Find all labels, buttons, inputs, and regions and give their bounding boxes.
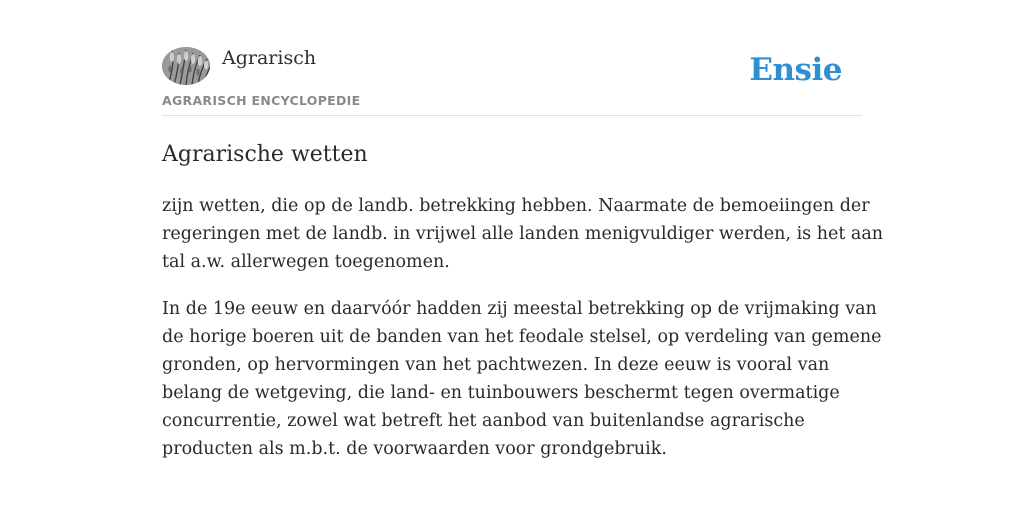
- wheat-ears-icon[interactable]: [162, 47, 210, 85]
- source-subtitle: AGRARISCH ENCYCLOPEDIE: [162, 93, 361, 108]
- paragraph: [162, 295, 882, 463]
- article-body: [162, 192, 884, 482]
- header-divider: [162, 115, 862, 116]
- text-line: zijn wetten, die op de landb. betrekking hebben. Naarmate de bemoeiingen der: [162, 196, 870, 216]
- text-line: gronden, op hervormingen van het pachtwezen. In deze eeuw is vooral van: [162, 355, 830, 375]
- text-line: concurrentie, zowel wat betreft het aanbod van buitenlandse agrarische: [162, 411, 805, 431]
- encyclopedia-header: [162, 44, 862, 116]
- article-title: Agrarische wetten: [162, 142, 368, 167]
- source-name[interactable]: Agrarisch: [222, 47, 317, 69]
- text-line: tal a.w. allerwegen toegenomen.: [162, 252, 450, 272]
- text-line: producten als m.b.t. de voorwaarden voor grondgebruik.: [162, 439, 667, 459]
- text-line: regeringen met de landb. in vrijwel alle landen menigvuldiger werden, is het aan: [162, 224, 884, 244]
- brand-logo[interactable]: Ensie: [749, 52, 842, 88]
- paragraph: [162, 192, 884, 276]
- text-line: de horige boeren uit de banden van het feodale stelsel, op verdeling van gemene: [162, 327, 882, 347]
- text-line: belang de wetgeving, die land- en tuinbouwers beschermt tegen overmatige: [162, 383, 840, 403]
- text-line: In de 19e eeuw en daarvóór hadden zij meestal betrekking op de vrijmaking van: [162, 299, 877, 319]
